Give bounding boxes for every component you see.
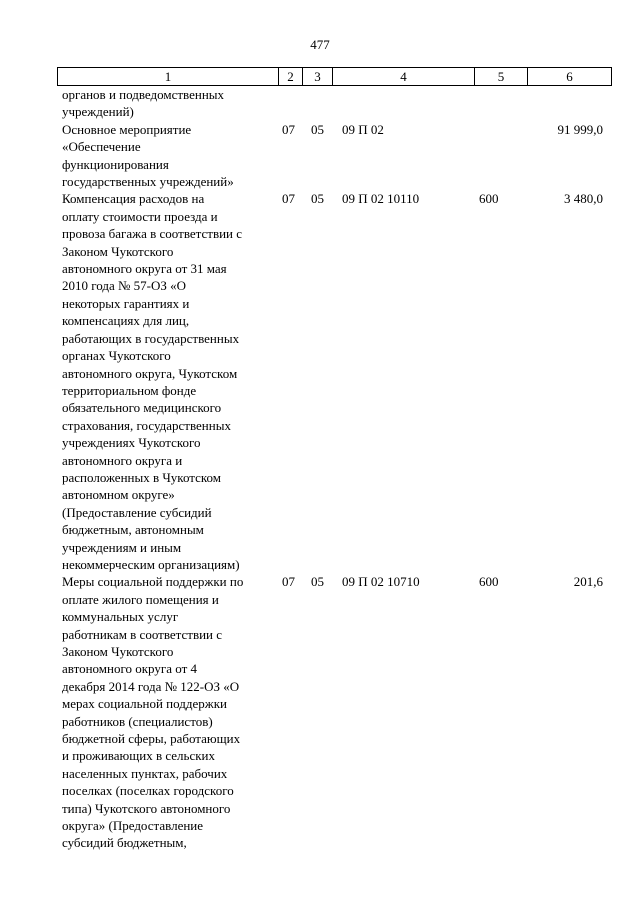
description-line: провоза багажа в соответствии с <box>62 226 243 242</box>
description-line: округа» (Предоставление <box>62 818 204 834</box>
column-header-row <box>58 68 612 86</box>
description-line: Меры социальной поддержки по <box>62 574 244 590</box>
subsection-code: 05 <box>311 121 324 137</box>
description-line: (Предоставление субсидий <box>62 504 212 520</box>
description-line: оплату стоимости проезда и <box>62 208 218 224</box>
description-line: 2010 года № 57-ОЗ «О <box>62 278 187 294</box>
column-header-5: 5 <box>475 68 528 86</box>
table-row <box>57 573 611 852</box>
description-line: декабря 2014 года № 122-ОЗ «О <box>62 678 240 694</box>
description-line: некоторых гарантиях и <box>62 295 190 311</box>
description-line: автономном округе» <box>62 487 175 503</box>
row-description <box>57 190 278 573</box>
description-line: органов и подведомственных <box>62 87 225 102</box>
section-code: 07 <box>282 191 295 207</box>
description-line: некоммерческим организациям) <box>62 556 240 572</box>
amount: 201,6 <box>573 574 603 590</box>
description-line: страхования, государственных <box>62 417 231 433</box>
target-article-code: 09 П 02 10110 <box>342 191 420 207</box>
subsection-code: 05 <box>311 574 324 590</box>
description-line: расположенных в Чукотском <box>62 469 222 485</box>
amount: 3 480,0 <box>564 191 603 207</box>
section-code: 07 <box>282 121 295 137</box>
description-line: компенсациях для лиц, <box>62 313 190 329</box>
subsection-code: 05 <box>311 191 324 207</box>
table-row <box>57 121 611 191</box>
description-line: Законом Чукотского <box>62 644 174 659</box>
description-line: территориальном фонде <box>62 382 197 398</box>
description-line: коммунальных услуг <box>62 609 179 625</box>
column-header-4: 4 <box>333 68 475 86</box>
column-header-6: 6 <box>528 68 612 86</box>
description-line: бюджетным, автономным <box>62 522 204 538</box>
description-line: Основное мероприятие <box>62 121 192 137</box>
column-header-table <box>57 67 612 86</box>
description-line: работникам в соответствии с <box>62 626 223 642</box>
description-line: работников (специалистов) <box>62 713 213 729</box>
description-line: функционирования <box>62 156 169 172</box>
description-line: субсидий бюджетным, <box>62 835 187 851</box>
page-number: 477 <box>310 37 330 52</box>
description-line: оплате жилого помещения и <box>62 591 219 607</box>
expense-type-code: 600 <box>479 191 499 207</box>
description-line: «Обеспечение <box>62 139 141 155</box>
budget-table-body <box>57 86 611 852</box>
description-line: работающих в государственных <box>62 330 240 346</box>
row-description <box>57 86 278 121</box>
description-line: автономного округа, Чукотском <box>62 365 238 381</box>
description-line: автономного округа от 31 мая <box>62 261 227 277</box>
column-header-2: 2 <box>279 68 303 86</box>
section-code: 07 <box>282 574 295 590</box>
table-row <box>57 190 611 573</box>
description-line: бюджетной сферы, работающих <box>62 731 241 747</box>
target-article-code: 09 П 02 <box>342 121 384 137</box>
row-description <box>57 121 278 191</box>
row-description <box>57 573 278 852</box>
description-line: населенных пунктах, рабочих <box>62 765 228 781</box>
description-line: учреждений) <box>62 104 134 120</box>
description-line: автономного округа и <box>62 452 183 468</box>
table-row <box>57 86 611 121</box>
description-line: Компенсация расходов на <box>62 191 205 207</box>
description-line: государственных учреждений» <box>62 174 234 190</box>
expense-type-code: 600 <box>479 574 499 590</box>
column-header-3: 3 <box>303 68 333 86</box>
description-line: учреждениях Чукотского <box>62 435 201 451</box>
description-line: учреждениям и иным <box>62 539 182 555</box>
description-line: Законом Чукотского <box>62 243 174 259</box>
amount: 91 999,0 <box>557 121 603 137</box>
target-article-code: 09 П 02 10710 <box>342 574 420 590</box>
description-line: типа) Чукотского автономного <box>62 800 231 816</box>
description-line: и проживающих в сельских <box>62 748 215 764</box>
description-line: органах Чукотского <box>62 348 171 364</box>
description-line: автономного округа от 4 <box>62 661 198 677</box>
description-line: поселках (поселках городского <box>62 783 234 799</box>
column-header-1: 1 <box>58 68 279 86</box>
description-line: мерах социальной поддержки <box>62 696 228 712</box>
description-line: обязательного медицинского <box>62 400 222 416</box>
